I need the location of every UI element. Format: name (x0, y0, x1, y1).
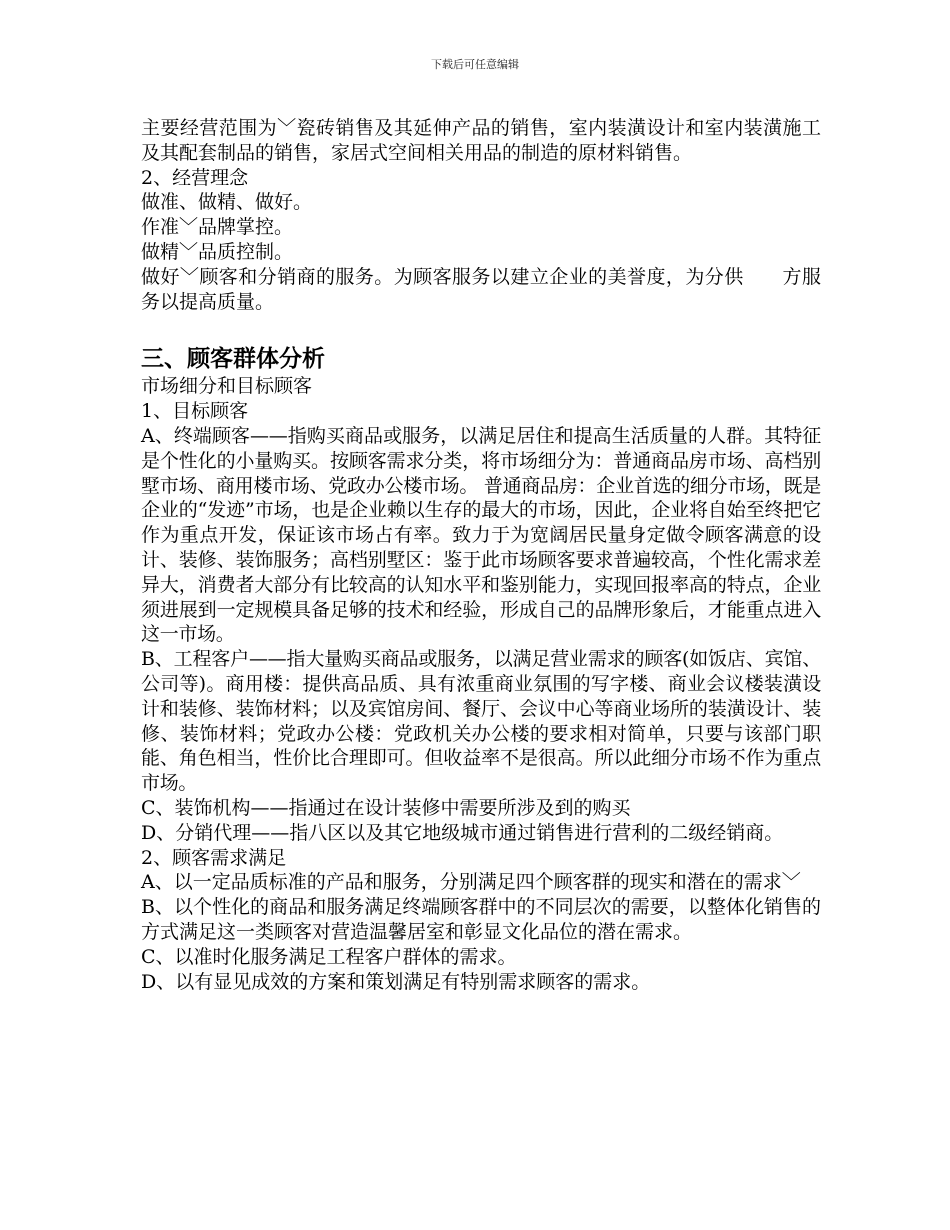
paragraph-project-clients: B、工程客户——指大量购买商品或服务，以满足营业需求的顾客(如饭店、宾馆、公司等)。商用楼：提供高品质、具有浓重商业氛围的写字楼、商业会议楼装潢设计和装修、装饰材料；以及宾馆房间、餐厅、会议中心等商业场所的装潢设计、装修、装饰材料；党政办公楼：党政机关办公楼的要求相对简单，只要与该部门职能、角色相当，性价比合理即可。但收益率不是很高。所以此细分市场不作为重点市场。 (141, 648, 821, 795)
paragraph-decoration-agencies: C、装饰机构——指通过在设计装修中需要所涉及到的购买 (141, 796, 631, 819)
paragraph-distributors: D、分销代理——指八区以及其它地级城市通过销售进行营利的二级经销商。 (141, 821, 784, 844)
paragraph-heading-needs: 2、顾客需求满足 (141, 846, 287, 869)
section-title-customer-analysis: 三、顾客群体分析 (141, 345, 325, 373)
page-header: 下载后可任意编辑 (431, 58, 519, 71)
paragraph-quality-control: 做精﹀品质控制。 (141, 240, 294, 263)
paragraph-need-c: C、以准时化服务满足工程客户群体的需求。 (141, 945, 517, 968)
paragraph-end-customers: A、终端顾客——指购买商品或服务，以满足居住和提高生活质量的人群。其特征是个性化的小量购买。按顾客需求分类，将市场细分为：普通商品房市场、高档别墅市场、商用楼市场、党政办公楼市场。 普通商品房：企业首选的细分市场，既是企业的“发迹”市场，也是企业赖以生存的最大的市场，因此，企业将自始至终把它作为重点开发，保证该市场占有率。致力于为宽阔居民量身定做令顾客满意的设计、装修、装饰服务；高档别墅区：鉴于此市场顾客要求普遍较高，个性化需求差异大，消费者大部分有比较高的认知水平和鉴别能力，实现回报率高的特点，企业须进展到一定规模具备足够的技术和经验，形成自己的品牌形象后，才能重点进入这一市场。 (141, 424, 821, 646)
paragraph-need-a: A、以一定品质标准的产品和服务，分别满足四个顾客群的现实和潜在的需求﹀ (141, 871, 801, 894)
paragraph-heading-philosophy: 2、经营理念 (141, 166, 249, 189)
document-body (141, 116, 821, 994)
paragraph-philosophy-summary: 做准、做精、做好。 (141, 191, 313, 214)
paragraph-need-d: D、以有显见成效的方案和策划满足有特别需求顾客的需求。 (141, 970, 651, 993)
paragraph-brand-control: 作准﹀品牌掌控。 (141, 216, 294, 239)
paragraph-business-scope: 主要经营范围为﹀瓷砖销售及其延伸产品的销售，室内装潢设计和室内装潢施工及其配套制品的销售，家居式空间相关用品的制造的原材料销售。 (141, 117, 821, 164)
paragraph-market-segmentation: 市场细分和目标顾客 (141, 375, 313, 398)
paragraph-need-b: B、以个性化的商品和服务满足终端顾客群中的不同层次的需要，以整体化销售的方式满足这一类顾客对营造温馨居室和彰显文化品位的潜在需求。 (141, 896, 821, 943)
paragraph-heading-target: 1、目标顾客 (141, 400, 249, 423)
paragraph-service: 做好﹀顾客和分销商的服务。为顾客服务以建立企业的美誉度，为分供 方服务以提高质量。 (141, 265, 821, 313)
